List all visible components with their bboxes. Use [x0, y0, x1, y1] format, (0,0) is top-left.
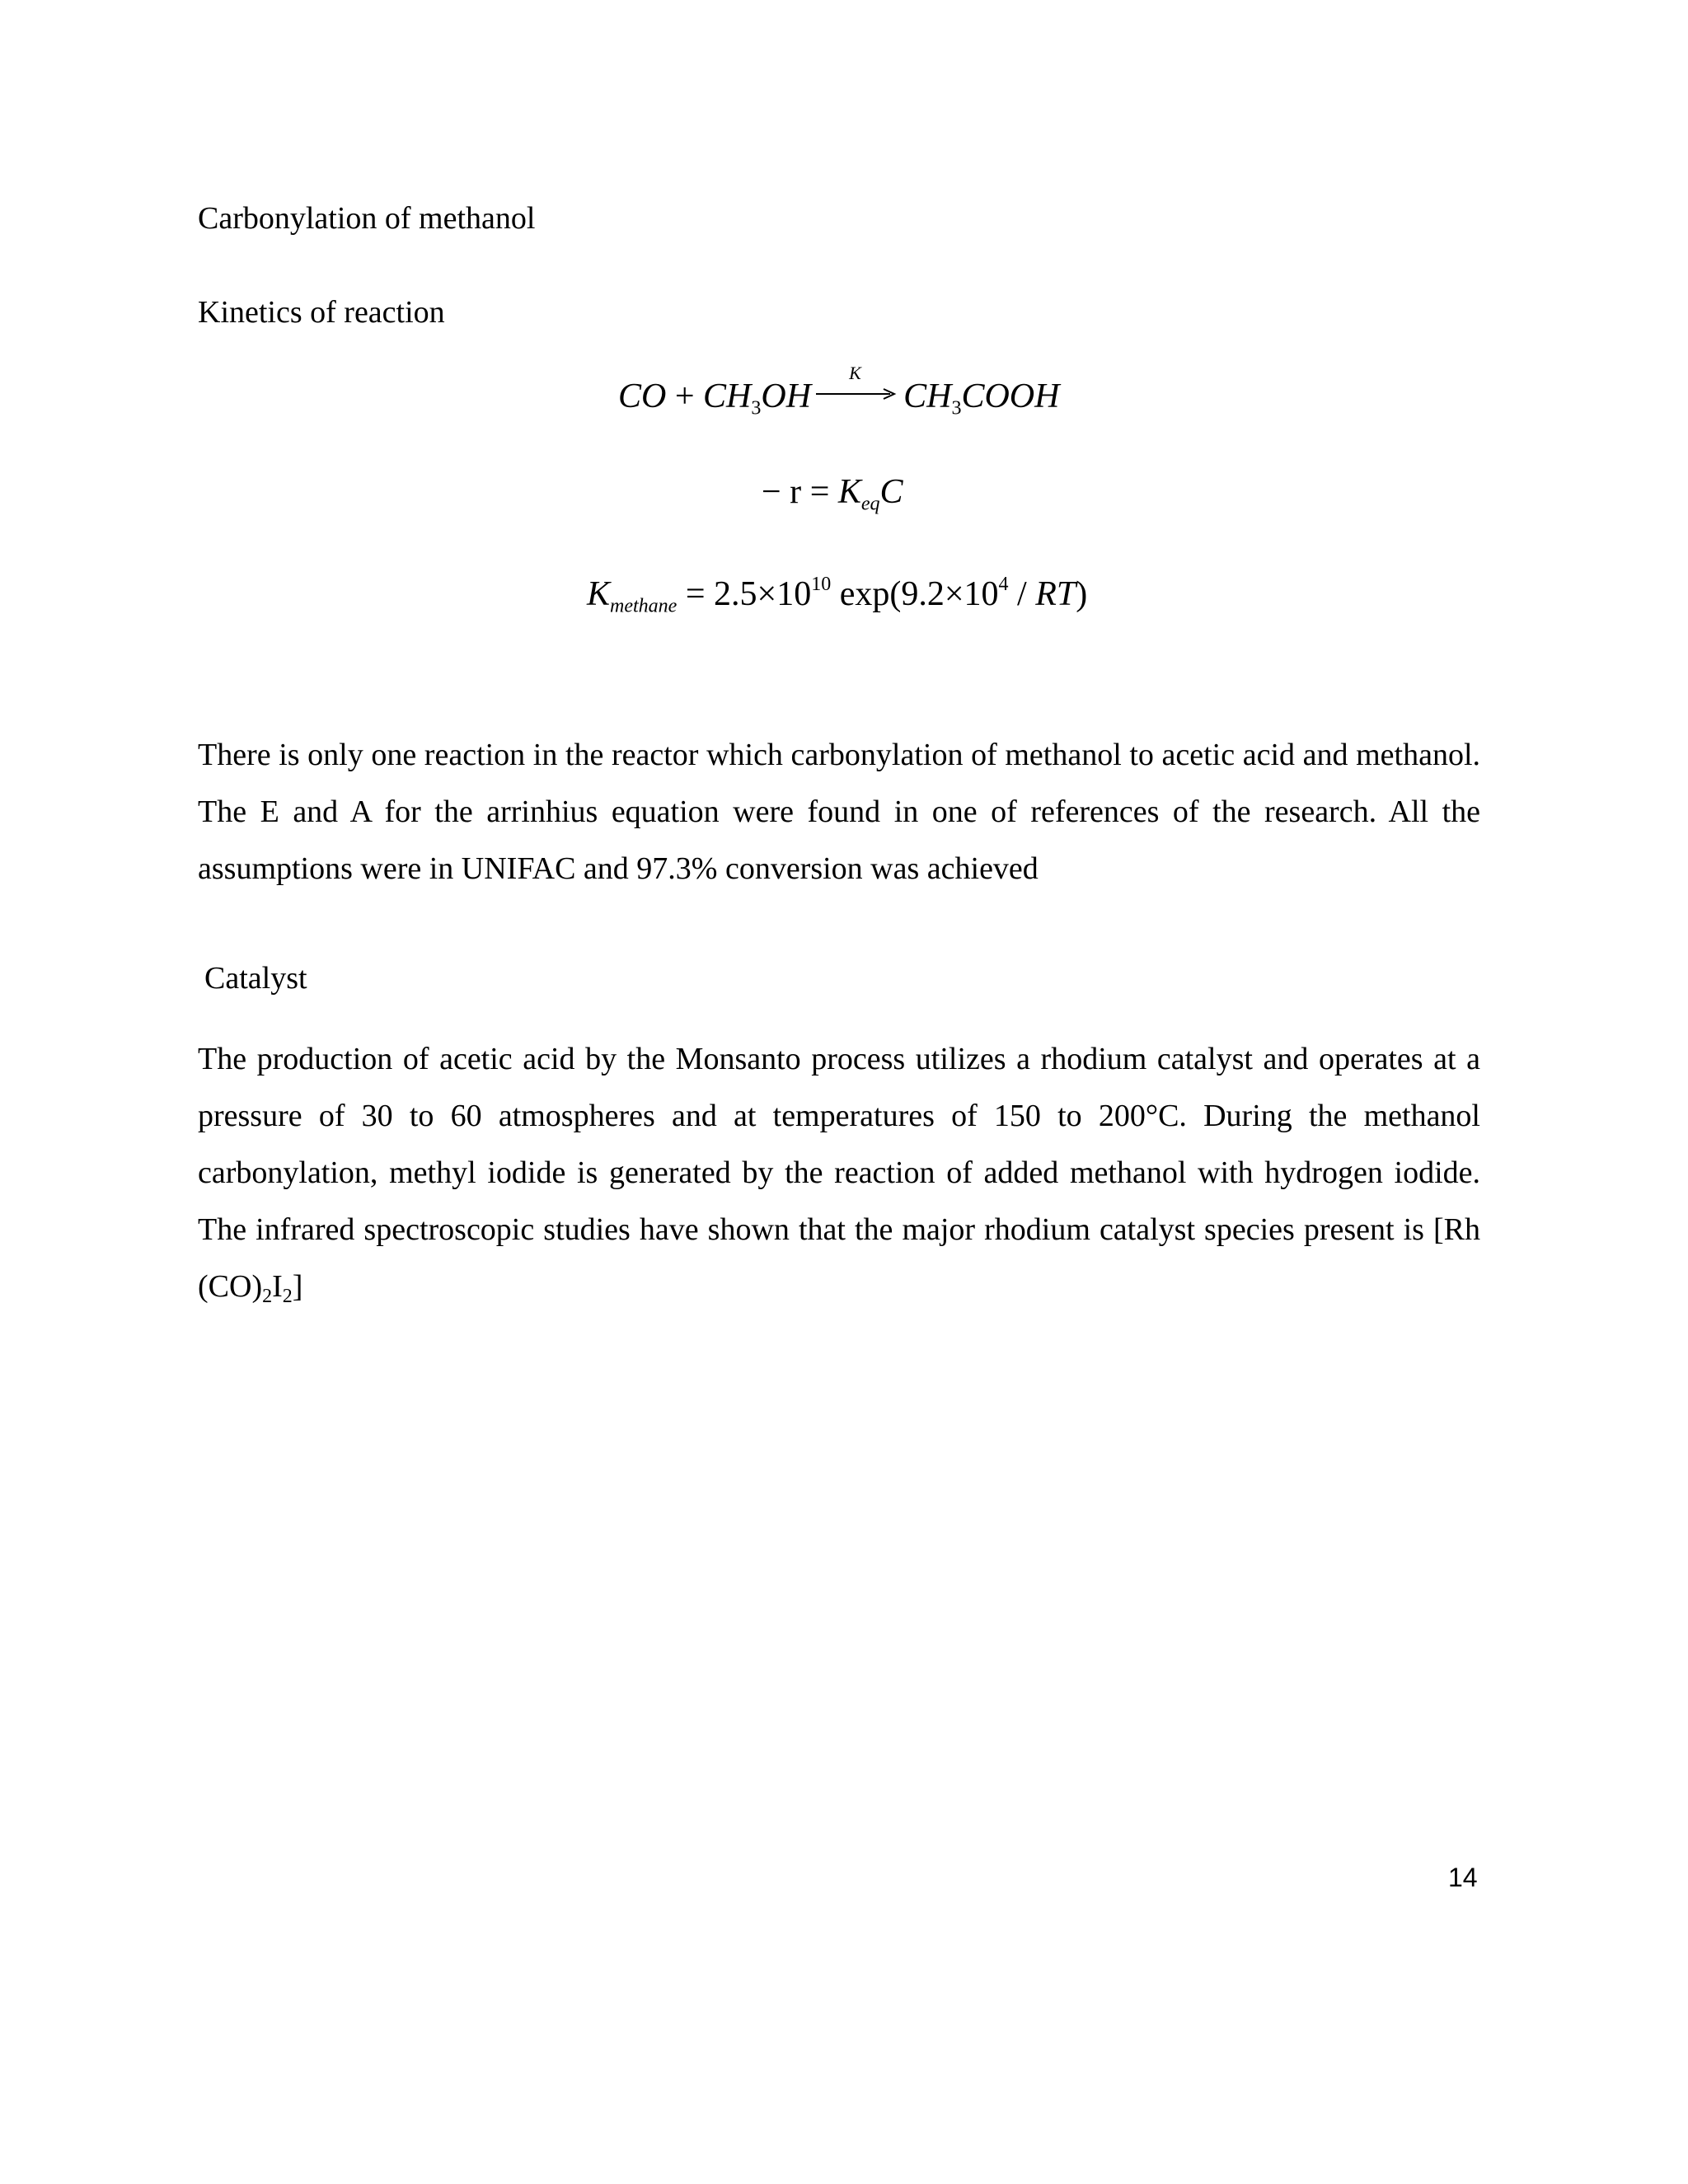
exponential-term: $\exp(9.2\times 10^4$ / — [839, 574, 1027, 613]
reactant-co: CO — [618, 377, 667, 415]
paragraph-catalyst: The production of acetic acid by the Monsanto process utilizes a rhodium catalyst and operates at a pressure of 30 to 60 atmospheres and at temperatures of 150 to 200°C. During the methanol carbonylation, methyl iodide is generated by the reaction of added methanol with hydrogen iodide. The infrared spectroscopic studies have shown that the major rhodium catalyst species present is [Rh $(CO)_2I_2$] — [198, 1042, 1480, 1308]
equals-sign: = — [685, 575, 706, 613]
rt-term: RT — [1035, 575, 1076, 613]
product-acetic-acid: $CH_3COOH$ — [903, 377, 1060, 419]
arrhenius-equation — [587, 574, 1088, 617]
concentration: C — [879, 473, 903, 511]
kinetics-heading: Kinetics of reaction — [198, 295, 445, 330]
paragraph-kinetics: There is only one reaction in the reactor which carbonylation of methanol to acetic acid and methanol. The E and A for the arrinhius equation were found in one of references of the research. All the assumptions were in UNIFAC and 97.3% conversion was achieved — [198, 738, 1480, 886]
rate-equation — [762, 473, 903, 515]
close-paren: ) — [1076, 575, 1088, 613]
rate-constant: $K_{eq}$ — [837, 473, 880, 515]
reactant-methanol: $CH_3OH$ — [703, 377, 812, 419]
arrow-label: K — [849, 362, 861, 383]
reaction-equation — [618, 362, 1060, 419]
equals-sign: = — [809, 473, 830, 511]
rate-lhs: − r — [762, 473, 802, 511]
section-title: Carbonylation of methanol — [198, 201, 536, 236]
page-number: 14 — [1448, 1863, 1478, 1892]
plus-sign: + — [674, 377, 695, 415]
reaction-arrow — [816, 362, 898, 402]
catalyst-heading: Catalyst — [204, 961, 307, 996]
k-methane: $K_{methane}$ — [587, 575, 678, 617]
pre-exponential-factor: $2.5\times 10^{10}$ — [714, 574, 832, 613]
